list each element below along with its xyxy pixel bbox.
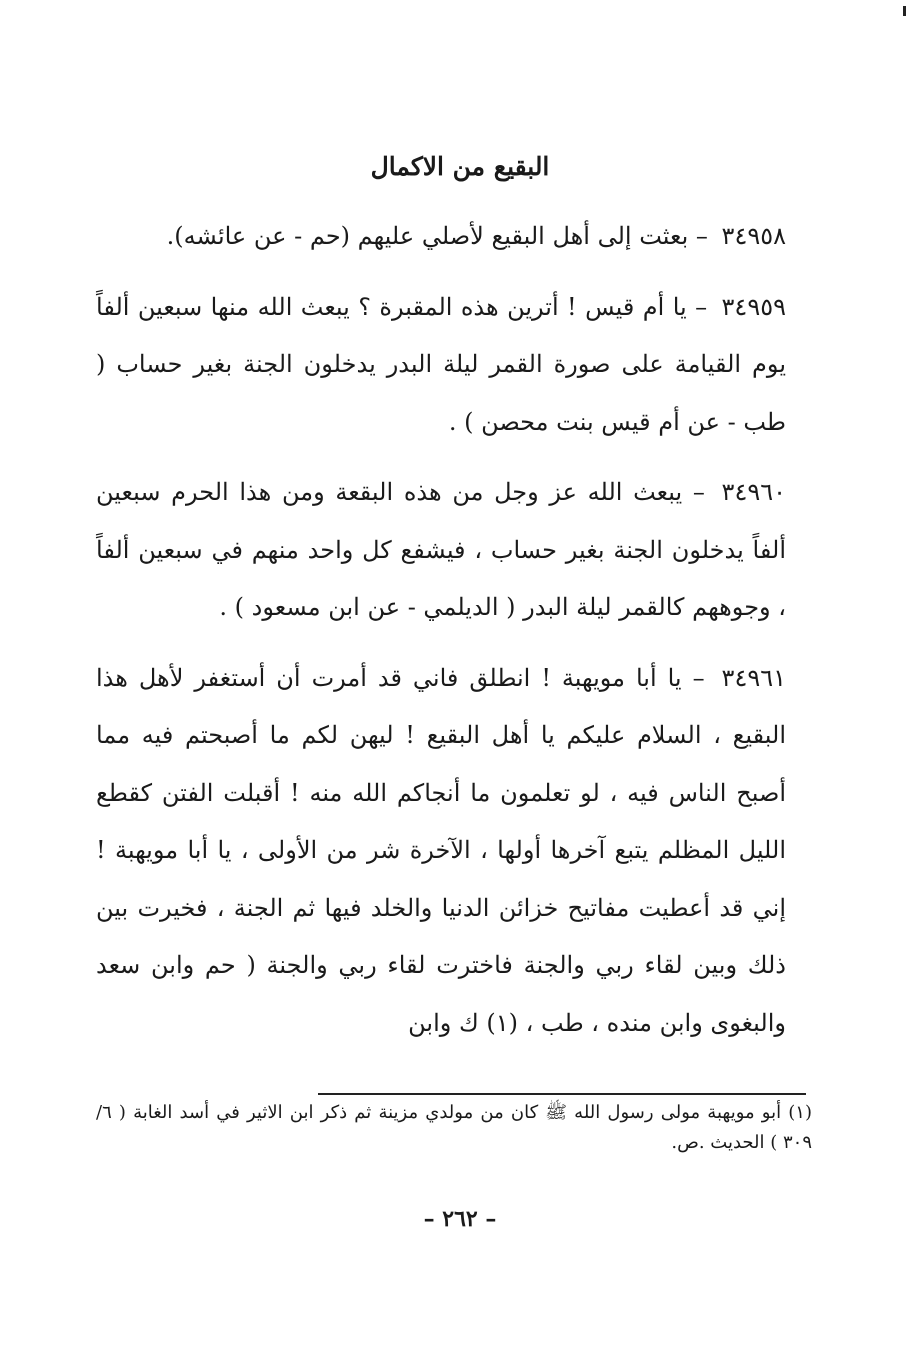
- hadith-number: ٣٤٩٦١: [721, 663, 786, 692]
- footnote-text: أبو مويهبة مولى رسول الله ﷺ كان من مولدي مزينة ثم ذكر ابن الاثير في أسد الغابة ( ٦/ ٣٠٩ ) الحديث .ص.: [96, 1102, 812, 1153]
- hadith-paragraph: [96, 279, 786, 452]
- hadith-number: ٣٤٩٦٠: [721, 478, 786, 506]
- section-heading: البقيع من الاكمال: [370, 152, 550, 181]
- footnote: [96, 1098, 812, 1158]
- hadith-text: – يا أم قيس ! أترين هذه المقبرة ؟ يبعث الله منها سبعين ألفاً يوم القيامة على صورة القمر ليلة البدر يدخلون الجنة بغير حساب ( طب - عن أم قيس بنت محصن ) .: [96, 292, 786, 436]
- hadith-text: – يا أبا مويهبة ! انطلق فاني قد أمرت أن أستغفر لأهل هذا البقيع ، السلام عليكم يا أهل البقيع ! ليهن لكم ما أصبحتم فيه مما أصبح الناس فيه ، لو تعلمون ما أنجاكم الله منه ! أقبلت الفتن كقطع الليل المظلم يتبع آخرها أولها ، الآخرة شر من الأولى ، يا أبا مويهبة ! إني قد أعطيت مفاتيح خزائن الدنيا والخلد فيها ثم الجنة ، فخيرت بين ذلك وبين لقاء ربي والجنة فاخترت لقاء ربي والجنة ( حم وابن سعد والبغوى وابن منده ، طب ، (١) ك وابن: [96, 663, 786, 1037]
- footnote-divider: [318, 1093, 806, 1095]
- hadith-paragraph: [96, 650, 786, 1053]
- scan-corner-mark: [903, 6, 906, 16]
- hadith-number: ٣٤٩٥٩: [721, 292, 786, 321]
- footnote-marker: (١): [788, 1102, 812, 1123]
- hadith-paragraph: [96, 464, 786, 637]
- hadith-text: – يبعث الله عز وجل من هذه البقعة ومن هذا الحرم سبعين ألفاً يدخلون الجنة بغير حساب ، فيشفع كل واحد منهم في سبعين ألفاً ، وجوههم كالقمر ليلة البدر ( الديلمي - عن ابن مسعود ) .: [96, 478, 786, 621]
- hadith-text: – بعثت إلى أهل البقيع لأصلي عليهم (حم - عن عائشه).: [166, 222, 708, 250]
- hadith-number: ٣٤٩٥٨: [721, 222, 786, 250]
- hadith-body: [96, 208, 786, 1065]
- hadith-paragraph: [96, 208, 786, 266]
- page-number: – ٢٦٢ –: [423, 1206, 497, 1232]
- footnotes: [96, 1098, 812, 1158]
